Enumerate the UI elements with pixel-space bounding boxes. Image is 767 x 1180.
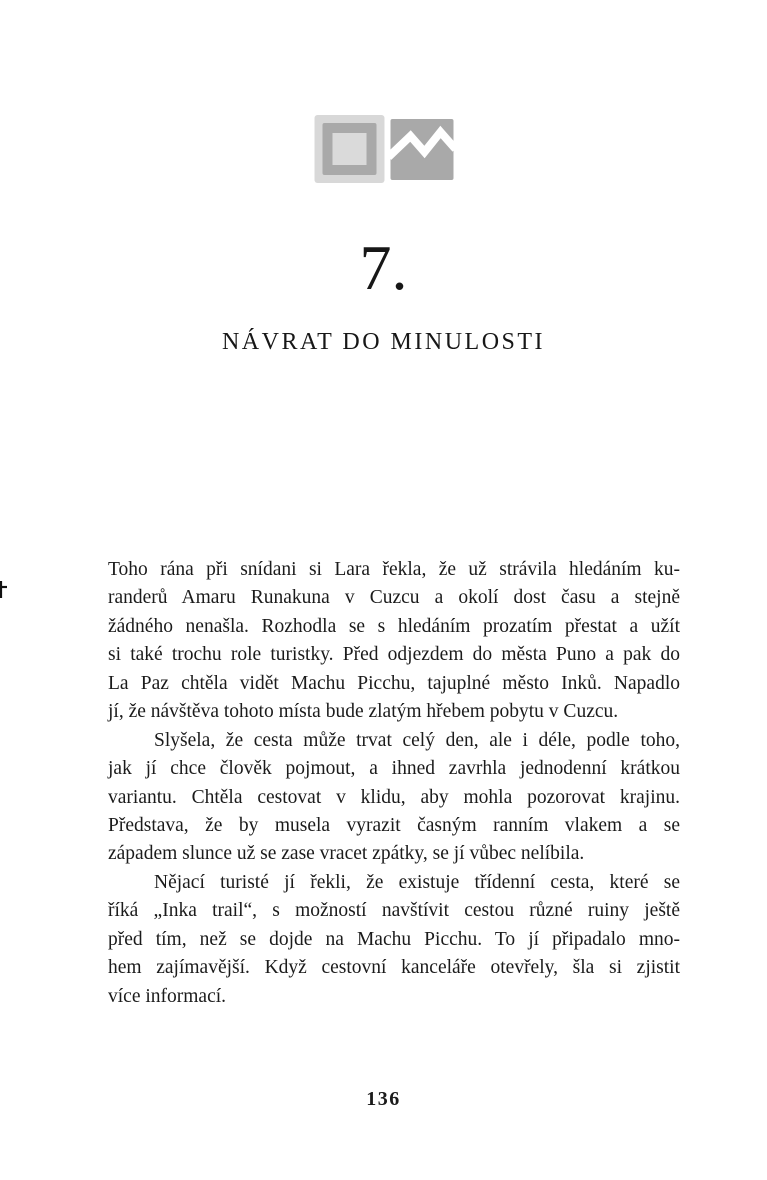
text-line: jí, že návštěva tohoto místa bude zlatým hřebem pobytu v Cuzcu. — [108, 701, 619, 723]
text-line: hem zajímavější. Když cestovní kanceláře otevřely, šla si zjistit — [108, 957, 680, 979]
text-line: Toho rána při snídani si Lara řekla, že už strávila hledáním ku- — [108, 559, 680, 580]
chapter-body-text — [108, 556, 680, 1011]
text-line: jak jí chce člověk pojmout, a ihned zavrhla jednodenní krátkou — [108, 758, 680, 780]
text-line: říká „Inka trail“, s možností navštívit cestou různé ruiny ještě — [108, 900, 680, 922]
text-line: Nějací turisté jí řekli, že existuje třídenní cesta, které se — [154, 871, 680, 893]
image-placeholder-square-icon — [314, 115, 384, 183]
text-line: více informací. — [108, 985, 227, 1007]
text-line: před tím, než se dojde na Machu Picchu. To jí připadalo mno- — [108, 928, 680, 950]
text-line: si také trochu role turistky. Před odjezdem do města Puno a pak do — [108, 644, 680, 666]
paragraph — [108, 556, 680, 727]
image-placeholder-mountain-icon — [390, 119, 453, 180]
text-line: Představa, že by musela vyrazit časným ranním vlakem a se — [108, 814, 680, 836]
text-line: západem slunce už se zase vracet zpátky, se jí vůbec nelíbila. — [108, 843, 585, 865]
text-line: variantu. Chtěla cestovat v klidu, aby mohla pozorovat krajinu. — [108, 786, 680, 808]
text-line: Slyšela, že cesta může trvat celý den, ale i déle, podle toho, — [154, 729, 680, 751]
page-number: 136 — [366, 1088, 401, 1110]
paragraph — [108, 869, 680, 1011]
text-line: randerů Amaru Runakuna v Cuzcu a okolí dost času a stejně — [108, 587, 680, 609]
margin-cross-mark — [0, 581, 7, 598]
text-line: žádného nenašla. Rozhodla se s hledáním prozatím přestat a užít — [108, 615, 680, 637]
chapter-number: 7. — [359, 232, 408, 303]
chapter-title: NÁVRAT DO MINULOSTI — [221, 329, 546, 355]
chapter-ornament-icons — [314, 115, 453, 183]
text-line: La Paz chtěla vidět Machu Picchu, tajuplné město Inků. Napadlo — [108, 672, 680, 694]
paragraph — [108, 727, 680, 869]
